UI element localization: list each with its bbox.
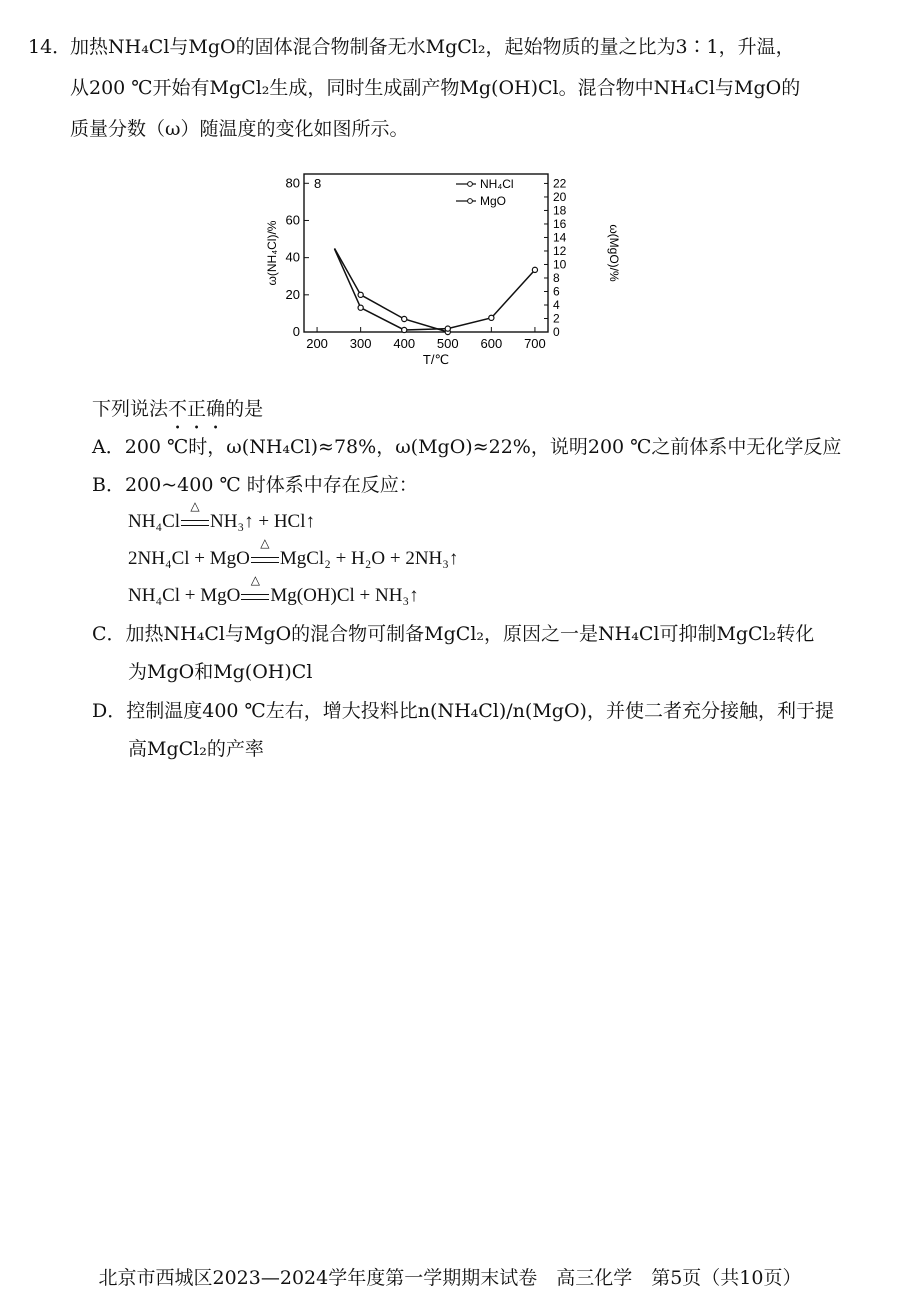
y-axis-right-label: ω(MgO)/% (607, 224, 621, 282)
chart-ticks (286, 175, 567, 351)
y-right-tick-label: 6 (553, 284, 560, 299)
mass-fraction-chart (262, 160, 622, 370)
option-c-label: C． (92, 623, 126, 645)
y-right-tick-label: 4 (553, 297, 560, 312)
eq1-left: NH₄Cl (128, 511, 181, 532)
question-stem-line-3: 质量分数（ω）随温度的变化如图所示。 (70, 118, 409, 140)
y-right-tick-label: 8 (553, 270, 560, 285)
eq2-right: MgCl₂ + H₂O + 2NH₃↑ (279, 548, 459, 569)
y-right-tick-label: 14 (553, 230, 567, 245)
eq1-right: NH₃↑ + HCl↑ (210, 511, 315, 532)
prompt-text: 下列说法 (92, 398, 169, 420)
chart-axes (304, 174, 548, 332)
data-point (402, 316, 407, 321)
y-left-tick-label: 20 (285, 286, 300, 302)
option-d-line-1: 控制温度400 ℃左右，增大投料比n(NH₄Cl)/n(MgO)，并使二者充分接触，利于提 (126, 700, 834, 722)
heat-condition: △ (180, 511, 210, 534)
option-b (92, 474, 418, 497)
y-right-tick-label: 12 (553, 243, 567, 258)
equation-1 (128, 499, 315, 534)
y-left-tick-label: 0 (292, 324, 300, 339)
plot-frame (304, 174, 548, 332)
y-left-tick-label: 60 (285, 212, 300, 228)
series-line-nh4cl (335, 248, 448, 332)
option-c (92, 623, 814, 646)
x-tick-label: 700 (524, 336, 546, 351)
option-a-text: 200 ℃时，ω(NH₄Cl)≈78%，ω(MgO)≈22%，说明200 ℃之前体系中无化学反应 (124, 436, 842, 458)
equation-2 (128, 536, 459, 571)
y-right-tick-label: 22 (553, 176, 567, 191)
chart-legend (456, 177, 514, 208)
y-left-tick-label: 40 (285, 249, 300, 265)
y-right-tick-label: 10 (553, 257, 567, 272)
y-right-tick-label: 0 (553, 325, 560, 339)
option-a (92, 436, 841, 459)
question-stem-line-2: 从200 ℃开始有MgCl₂生成，同时生成副产物Mg(OH)Cl。混合物中NH₄Cl与MgO的 (70, 77, 801, 99)
data-point (402, 327, 407, 332)
y-axis-left-label: ω(NH₄Cl)/% (265, 220, 279, 286)
option-c-line-2: 为MgO和Mg(OH)Cl (128, 661, 313, 683)
question-number: 14． (28, 36, 72, 58)
data-point (358, 305, 363, 310)
option-a-label: A． (92, 436, 125, 458)
legend-label: NH₄Cl (480, 177, 514, 191)
heat-condition: △ (250, 548, 280, 571)
legend-marker (468, 199, 473, 204)
chart-series (335, 248, 538, 334)
x-tick-label: 400 (393, 336, 416, 351)
eq3-left: NH₄Cl + MgO (128, 585, 241, 606)
x-axis-label: T/℃ (422, 352, 450, 367)
left-top-mark: 8 (314, 176, 322, 191)
x-tick-label: 600 (480, 336, 503, 351)
eq3-right: Mg(OH)Cl + NH₃↑ (270, 585, 419, 606)
legend-marker (468, 182, 473, 187)
equation-3 (128, 573, 419, 608)
prompt-end: 的是 (225, 398, 264, 420)
x-tick-label: 500 (436, 336, 459, 351)
option-b-label: B． (92, 474, 125, 496)
option-b-text: 200~400 ℃ 时体系中存在反应： (124, 474, 418, 496)
option-d-line-2: 高MgCl₂的产率 (128, 738, 264, 760)
option-d (92, 700, 834, 723)
y-left-tick-label: 80 (285, 175, 300, 191)
series-line-mgo (335, 249, 535, 330)
option-c-line-1: 加热NH₄Cl与MgO的混合物可制备MgCl₂，原因之一是NH₄Cl可抑制MgCl₂转化 (125, 623, 815, 645)
question-stem-line-1: 加热NH₄Cl与MgO的固体混合物制备无水MgCl₂，起始物质的量之比为3∶1，升温， (70, 36, 795, 58)
y-right-tick-label: 20 (553, 189, 567, 204)
prompt-emphasis: 不正确 (168, 398, 226, 420)
y-right-tick-label: 18 (553, 203, 567, 218)
data-point (445, 326, 450, 331)
heat-condition: △ (240, 585, 270, 608)
data-point (489, 315, 494, 320)
y-right-tick-label: 16 (553, 216, 567, 231)
y-right-tick-label: 2 (553, 311, 560, 326)
data-point (532, 267, 537, 272)
eq2-left: 2NH₄Cl + MgO (128, 548, 250, 569)
question-prompt (92, 398, 263, 421)
option-d-label: D． (92, 700, 127, 722)
x-tick-label: 300 (349, 336, 372, 351)
x-tick-label: 200 (306, 336, 328, 351)
legend-label: MgO (480, 194, 507, 208)
page-footer: 北京市西城区2023—2024学年度第一学期期末试卷 高三化学 第5页（共10页） (98, 1267, 802, 1289)
data-point (358, 292, 363, 297)
